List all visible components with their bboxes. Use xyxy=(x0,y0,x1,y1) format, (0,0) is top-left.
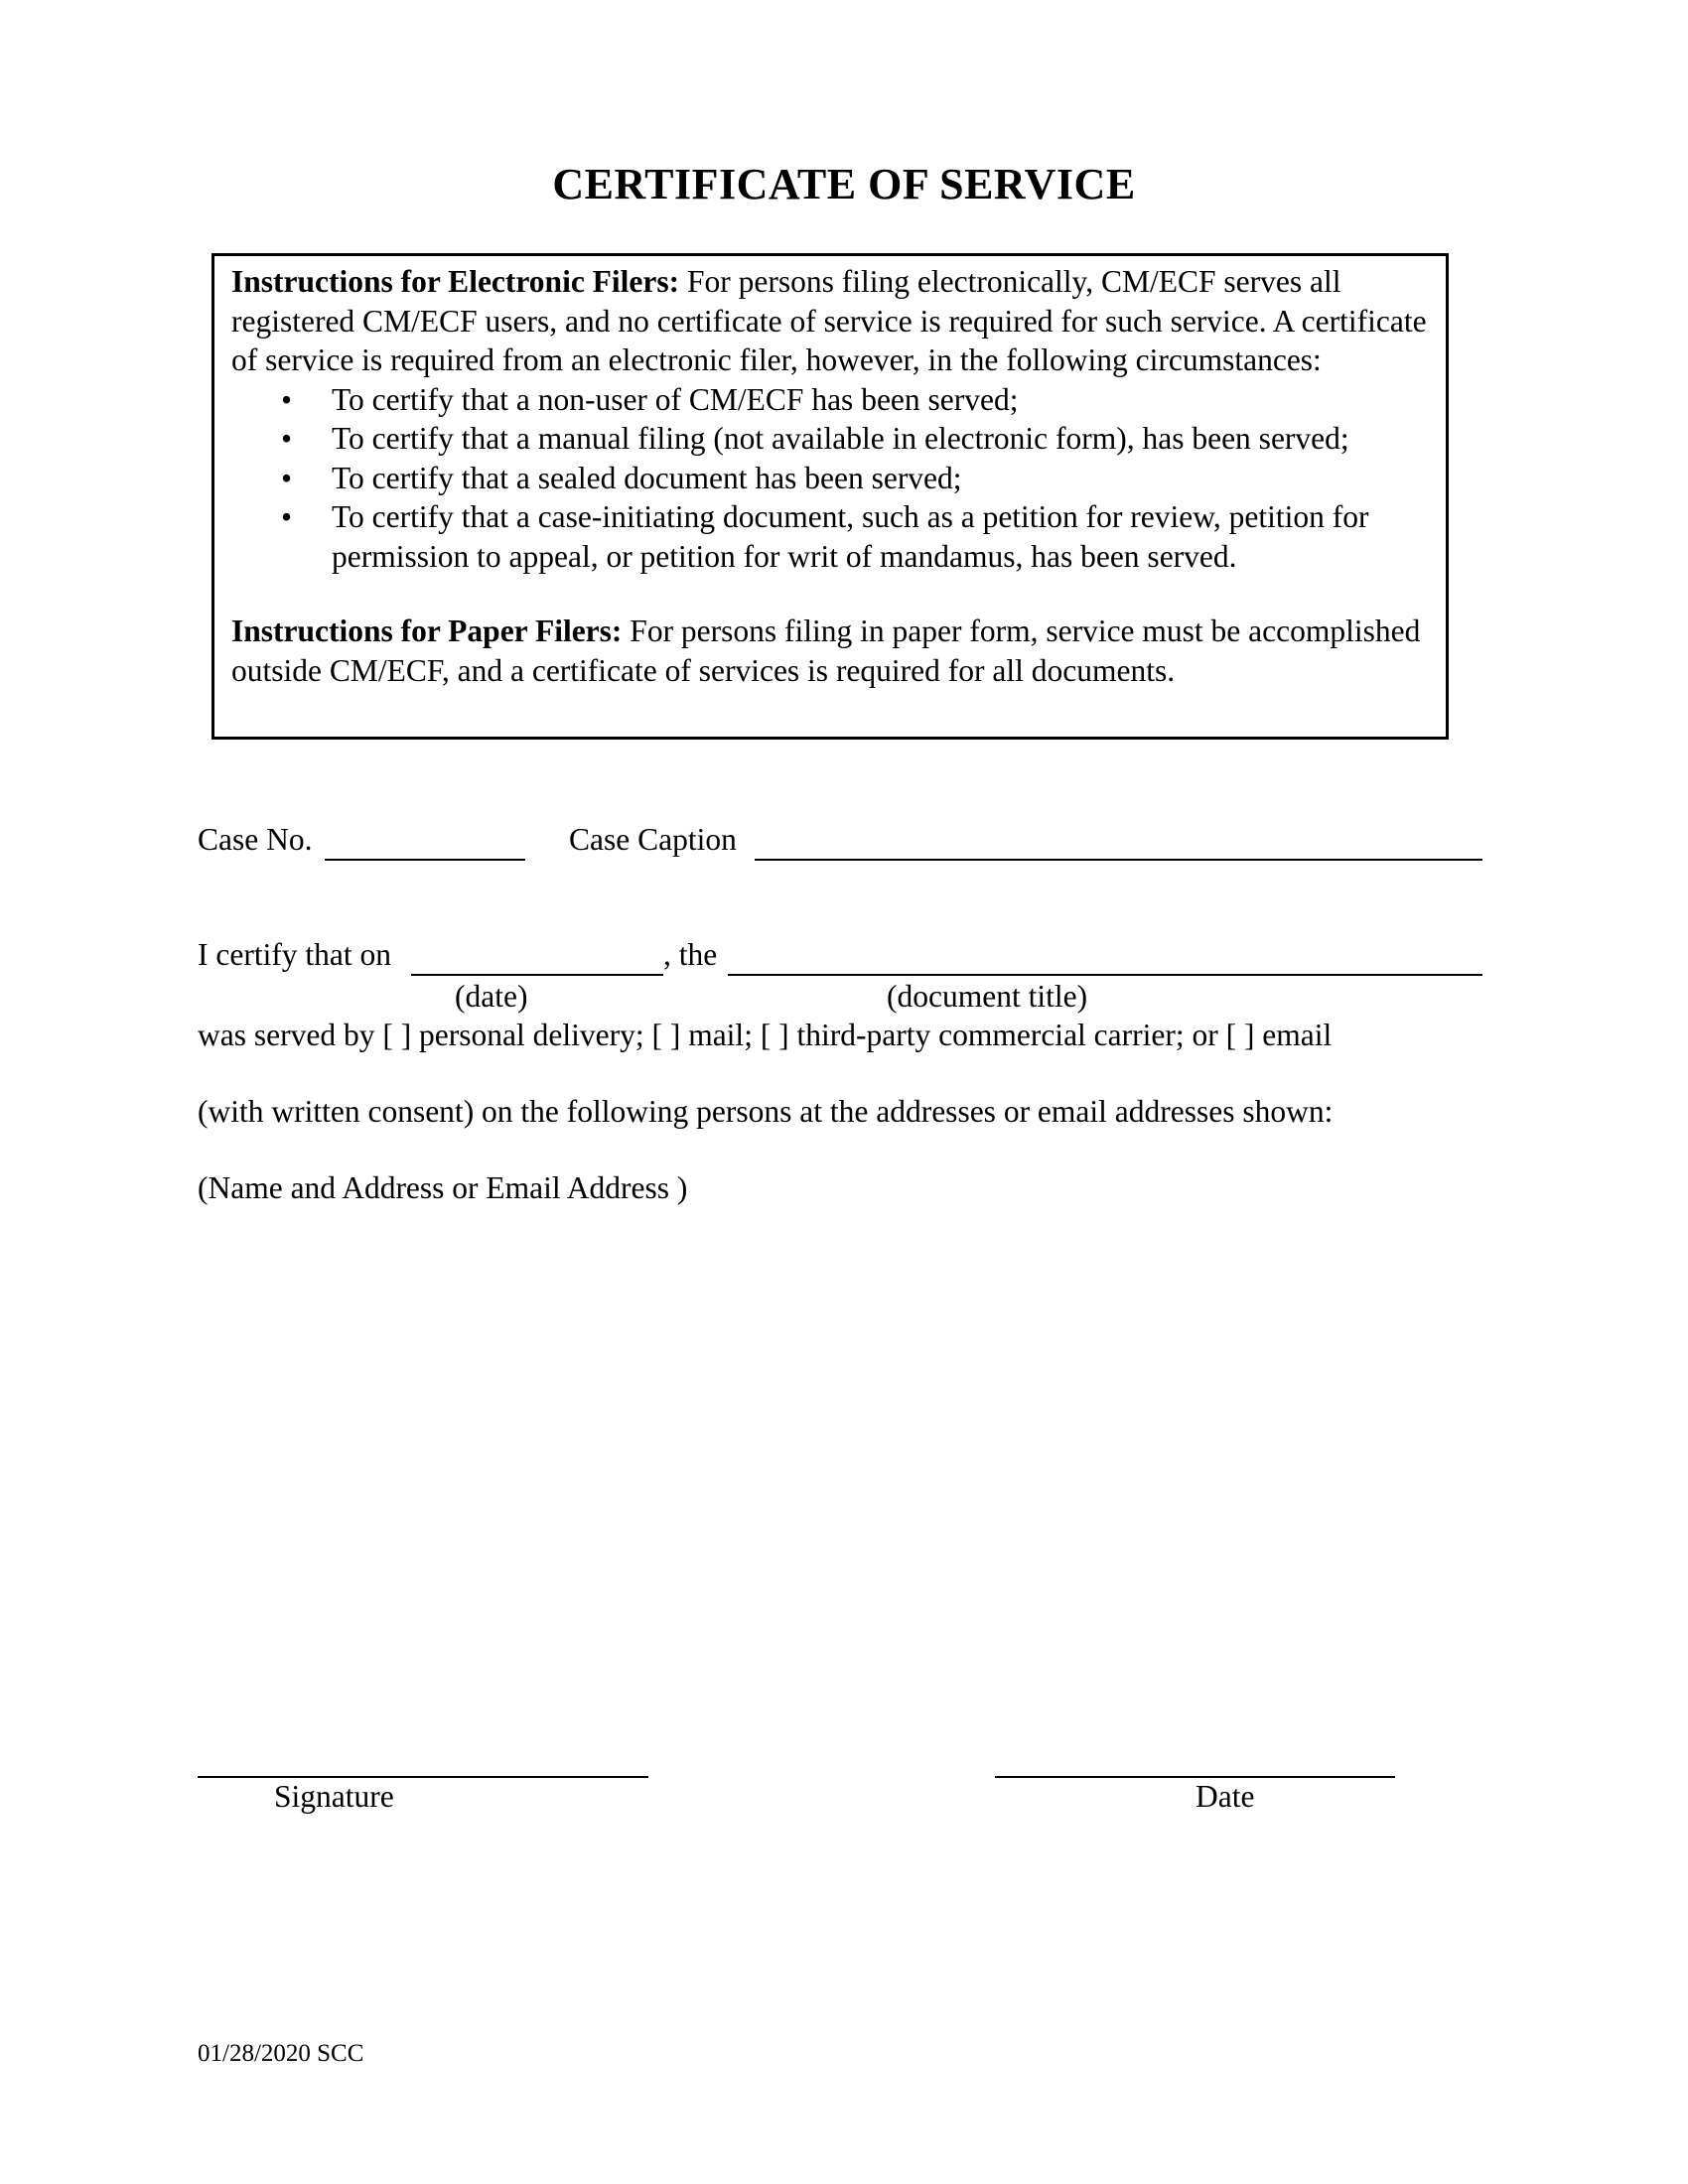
electronic-instructions xyxy=(231,262,1433,380)
signature-field[interactable] xyxy=(198,1776,648,1778)
bullet-text: To certify that a non-user of CM/ECF has been served; xyxy=(332,381,1019,417)
signature-label: Signature xyxy=(274,1779,394,1814)
list-item xyxy=(231,419,1433,459)
paper-heading: Instructions for Paper Filers: xyxy=(231,614,623,648)
certify-prefix: I certify that on xyxy=(198,937,392,972)
date-hint: (date) xyxy=(455,979,528,1014)
bullet-icon: • xyxy=(281,421,293,456)
list-item xyxy=(231,497,1433,576)
bullet-text: To certify that a manual filing (not available in electronic form), has been served; xyxy=(332,421,1349,456)
bullet-icon: • xyxy=(281,460,293,495)
signature-date-label: Date xyxy=(1196,1779,1255,1814)
page-title: CERTIFICATE OF SERVICE xyxy=(552,160,1136,208)
revision-footer: 01/28/2020 SCC xyxy=(198,2040,364,2067)
list-item xyxy=(231,380,1433,420)
bullet-text: To certify that a case-initiating document, such as a petition for review, petition for permission to appeal, or petition for writ of mandamus, has been served. xyxy=(332,499,1369,574)
instructions-text xyxy=(231,262,1433,690)
case-no-field[interactable] xyxy=(325,859,525,861)
electronic-heading: Instructions for Electronic Filers: xyxy=(231,264,680,299)
case-no-label: Case No. xyxy=(198,822,313,857)
document-title-hint: (document title) xyxy=(887,979,1088,1014)
paper-instructions xyxy=(231,612,1433,690)
consent-line: (with written consent) on the following persons at the addresses or email addresses shown: xyxy=(198,1094,1334,1129)
list-item xyxy=(231,459,1433,498)
bullet-icon: • xyxy=(281,499,293,534)
document-title-field[interactable] xyxy=(728,974,1482,976)
case-caption-label: Case Caption xyxy=(569,822,737,857)
certify-the: , the xyxy=(663,937,718,972)
bullet-text: To certify that a sealed document has been served; xyxy=(332,460,962,495)
electronic-text: For persons filing electronically, CM/ECF serves all registered CM/ECF users, and no certificate of service is required for such service. A certificate of service is required from an electronic filer, however, in the following circumstances: xyxy=(231,264,1427,377)
names-addresses-label: (Name and Address or Email Address ) xyxy=(198,1170,688,1205)
paper-text: For persons filing in paper form, service must be accomplished outside CM/ECF, and a certificate of services is required for all documents. xyxy=(231,614,1421,688)
circumstances-list xyxy=(231,380,1433,577)
service-date-field[interactable] xyxy=(411,974,663,976)
signature-date-field[interactable] xyxy=(995,1776,1395,1778)
case-caption-field[interactable] xyxy=(755,859,1482,861)
bullet-icon: • xyxy=(281,381,293,417)
served-by-line: was served by [ ] personal delivery; [ ] mail; [ ] third-party commercial carrier; or [ ] email xyxy=(198,1018,1333,1052)
